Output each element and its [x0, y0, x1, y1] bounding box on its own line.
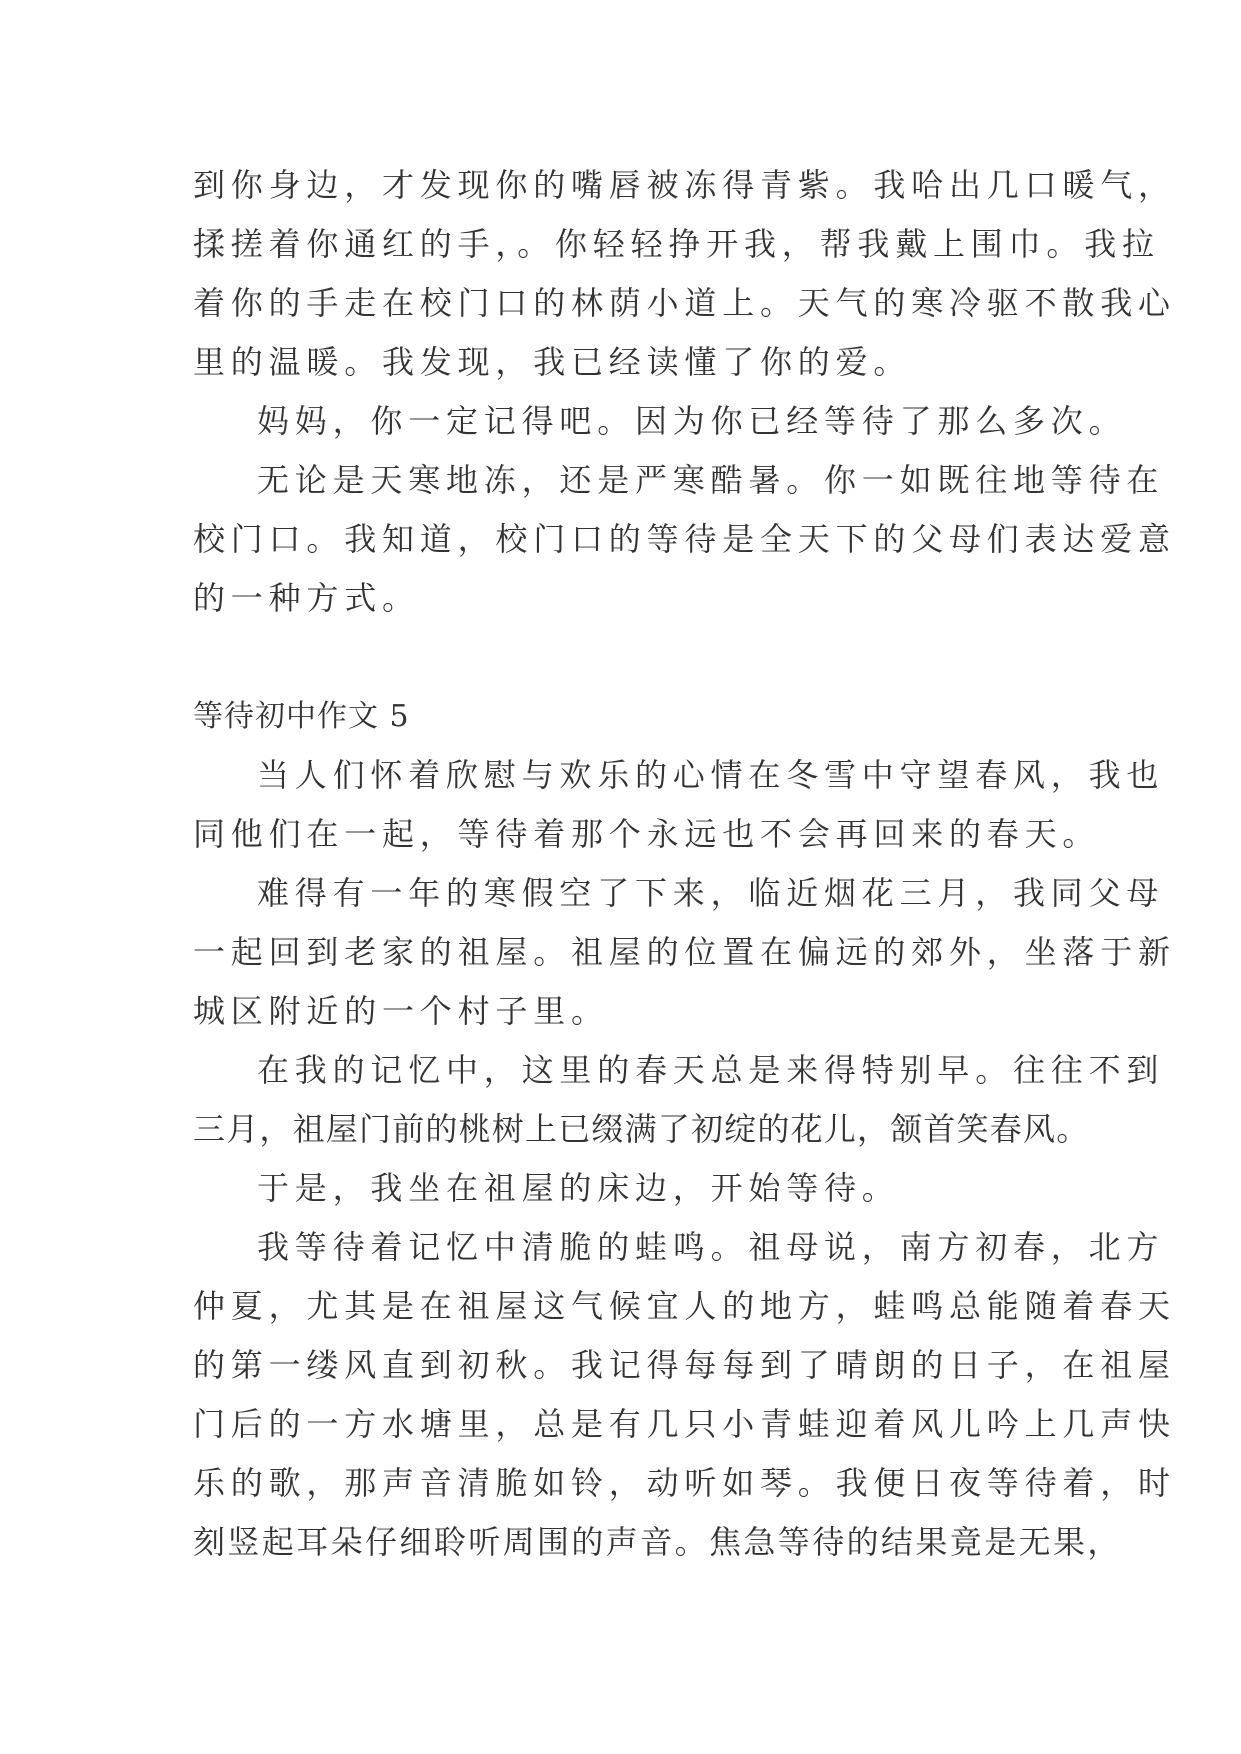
section-heading: 等待初中作文 5 — [193, 699, 410, 734]
text-line: 城区附近的一个村子里。 — [193, 992, 609, 1030]
paragraph — [193, 1041, 1165, 1159]
paragraph — [193, 392, 1127, 451]
text-line: 里的温暖。我发现，我已经读懂了你的爱。 — [193, 343, 912, 381]
text-line: 我等待着记忆中清脆的蛙鸣。祖母说，南方初春，北方 — [257, 1228, 1165, 1266]
paragraph — [193, 746, 1165, 864]
text-line: 到你身边，才发现你的嘴唇被冻得青紫。我哈出几口暖气， — [193, 166, 1176, 204]
text-line: 的第一缕风直到初秋。我记得每每到了晴朗的日子，在祖屋 — [193, 1346, 1176, 1384]
text-line: 无论是天寒地冻，还是严寒酷暑。你一如既往地等待在 — [257, 461, 1165, 499]
section-spacer — [193, 628, 1065, 687]
paragraph — [193, 1159, 1065, 1218]
text-line: 校门口。我知道，校门口的等待是全天下的父母们表达爱意 — [193, 520, 1176, 558]
paragraph — [193, 451, 1176, 628]
document-body — [193, 156, 1176, 1572]
text-line: 难得有一年的寒假空了下来，临近烟花三月，我同父母 — [257, 874, 1165, 912]
text-line: 在我的记忆中，这里的春天总是来得特别早。往往不到 — [257, 1051, 1165, 1089]
text-line: 刻竖起耳朵仔细聆听周围的声音。焦急等待的结果竟是无果， — [193, 1523, 1122, 1561]
text-line: 一起回到老家的祖屋。祖屋的位置在偏远的郊外，坐落于新 — [193, 933, 1176, 971]
text-line: 揉搓着你通红的手，。你轻轻挣开我，帮我戴上围巾。我拉 — [193, 225, 1160, 263]
text-line: 当人们怀着欣慰与欢乐的心情在冬雪中守望春风，我也 — [257, 756, 1165, 794]
paragraph — [193, 156, 1176, 392]
text-line: 同他们在一起，等待着那个永远也不会再回来的春天。 — [193, 815, 1101, 853]
text-line: 仲夏，尤其是在祖屋这气候宜人的地方，蛙鸣总能随着春天 — [193, 1287, 1176, 1325]
text-line: 门后的一方水塘里，总是有几只小青蛙迎着风儿吟上几声快 — [193, 1405, 1176, 1443]
paragraph — [193, 1218, 1176, 1572]
text-line: 的一种方式。 — [193, 579, 420, 617]
text-line: 乐的歌，那声音清脆如铃，动听如琴。我便日夜等待着，时 — [193, 1464, 1176, 1502]
text-line: 着你的手走在校门口的林荫小道上。天气的寒冷驱不散我心 — [193, 284, 1176, 322]
paragraph — [193, 864, 1176, 1041]
text-line: 于是，我坐在祖屋的床边，开始等待。 — [257, 1169, 900, 1207]
text-line: 三月，祖屋门前的桃树上已缀满了初绽的花儿，颔首笑春风。 — [193, 1110, 1090, 1148]
text-line: 妈妈，你一定记得吧。因为你已经等待了那么多次。 — [257, 402, 1127, 440]
